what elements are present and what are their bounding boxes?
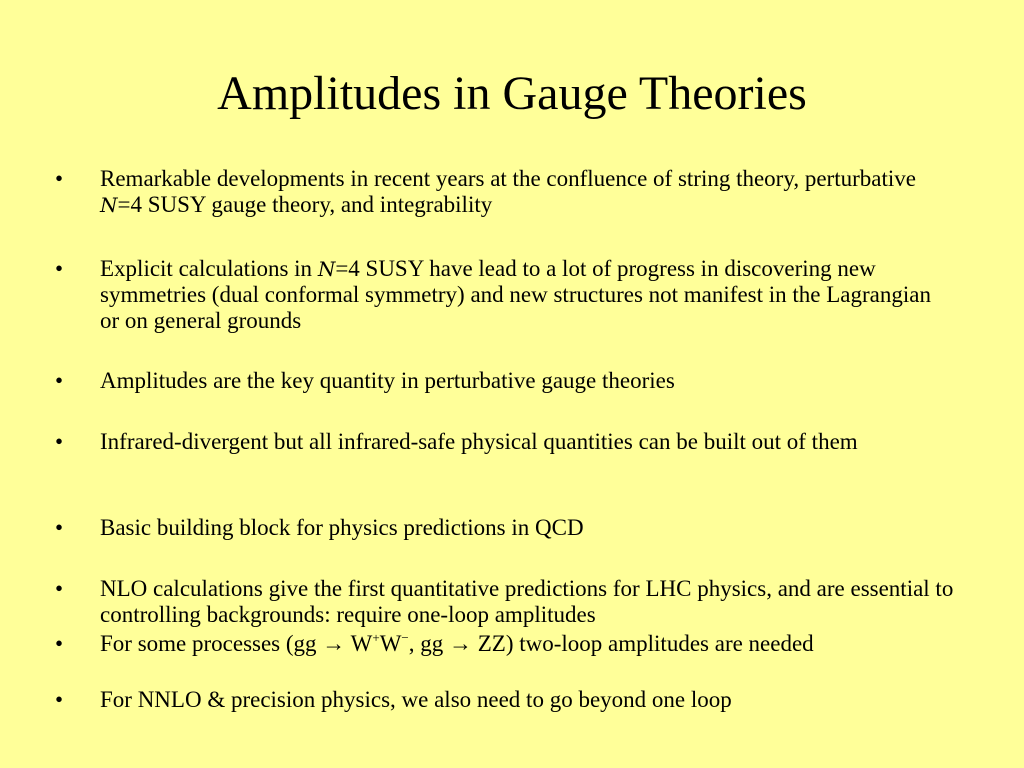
bullet-item xyxy=(55,576,955,628)
bullet-text: NLO calculations give the first quantitative predictions for LHC physics, and are essential to controlling backgrounds: require one-loop amplitudes xyxy=(100,576,954,627)
bullet-marker: • xyxy=(55,576,64,601)
bullet-text: Explicit calculations in N=4 SUSY have lead to a lot of progress in discovering new symmetries (dual conformal symmetry) and new structures not manifest in the Lagrangian or on general grounds xyxy=(100,256,931,333)
bullet-marker: • xyxy=(55,368,64,393)
bullet-item xyxy=(55,631,955,657)
bullet-marker: • xyxy=(55,429,64,454)
bullet-item xyxy=(55,515,955,541)
bullet-text: Basic building block for physics predictions in QCD xyxy=(100,515,584,540)
slide-title: Amplitudes in Gauge Theories xyxy=(217,67,807,120)
arrow-icon: → xyxy=(449,631,472,656)
bullet-marker: • xyxy=(55,687,64,712)
script-n-symbol: N xyxy=(317,257,336,281)
bullet-marker: • xyxy=(55,631,64,656)
bullet-text: For some processes (gg → W+W−, gg → ZZ) two-loop amplitudes are needed xyxy=(100,630,814,656)
bullet-item xyxy=(55,166,955,218)
bullet-marker: • xyxy=(55,166,64,191)
bullet-item xyxy=(55,368,955,394)
script-n-symbol: N xyxy=(100,193,118,217)
bullet-marker: • xyxy=(55,256,64,281)
bullet-text: Remarkable developments in recent years at the confluence of string theory, perturbative N=4 SUSY gauge theory, and integrability xyxy=(100,166,916,217)
bullet-item xyxy=(55,687,955,713)
arrow-icon: → xyxy=(322,631,346,656)
bullet-text: Amplitudes are the key quantity in perturbative gauge theories xyxy=(100,368,675,393)
bullet-item xyxy=(55,256,955,334)
bullet-item xyxy=(55,429,955,455)
bullet-text: Infrared-divergent but all infrared-safe physical quantities can be built out of them xyxy=(100,429,858,454)
bullet-marker: • xyxy=(55,515,64,540)
bullet-text: For NNLO & precision physics, we also need to go beyond one loop xyxy=(100,687,732,712)
